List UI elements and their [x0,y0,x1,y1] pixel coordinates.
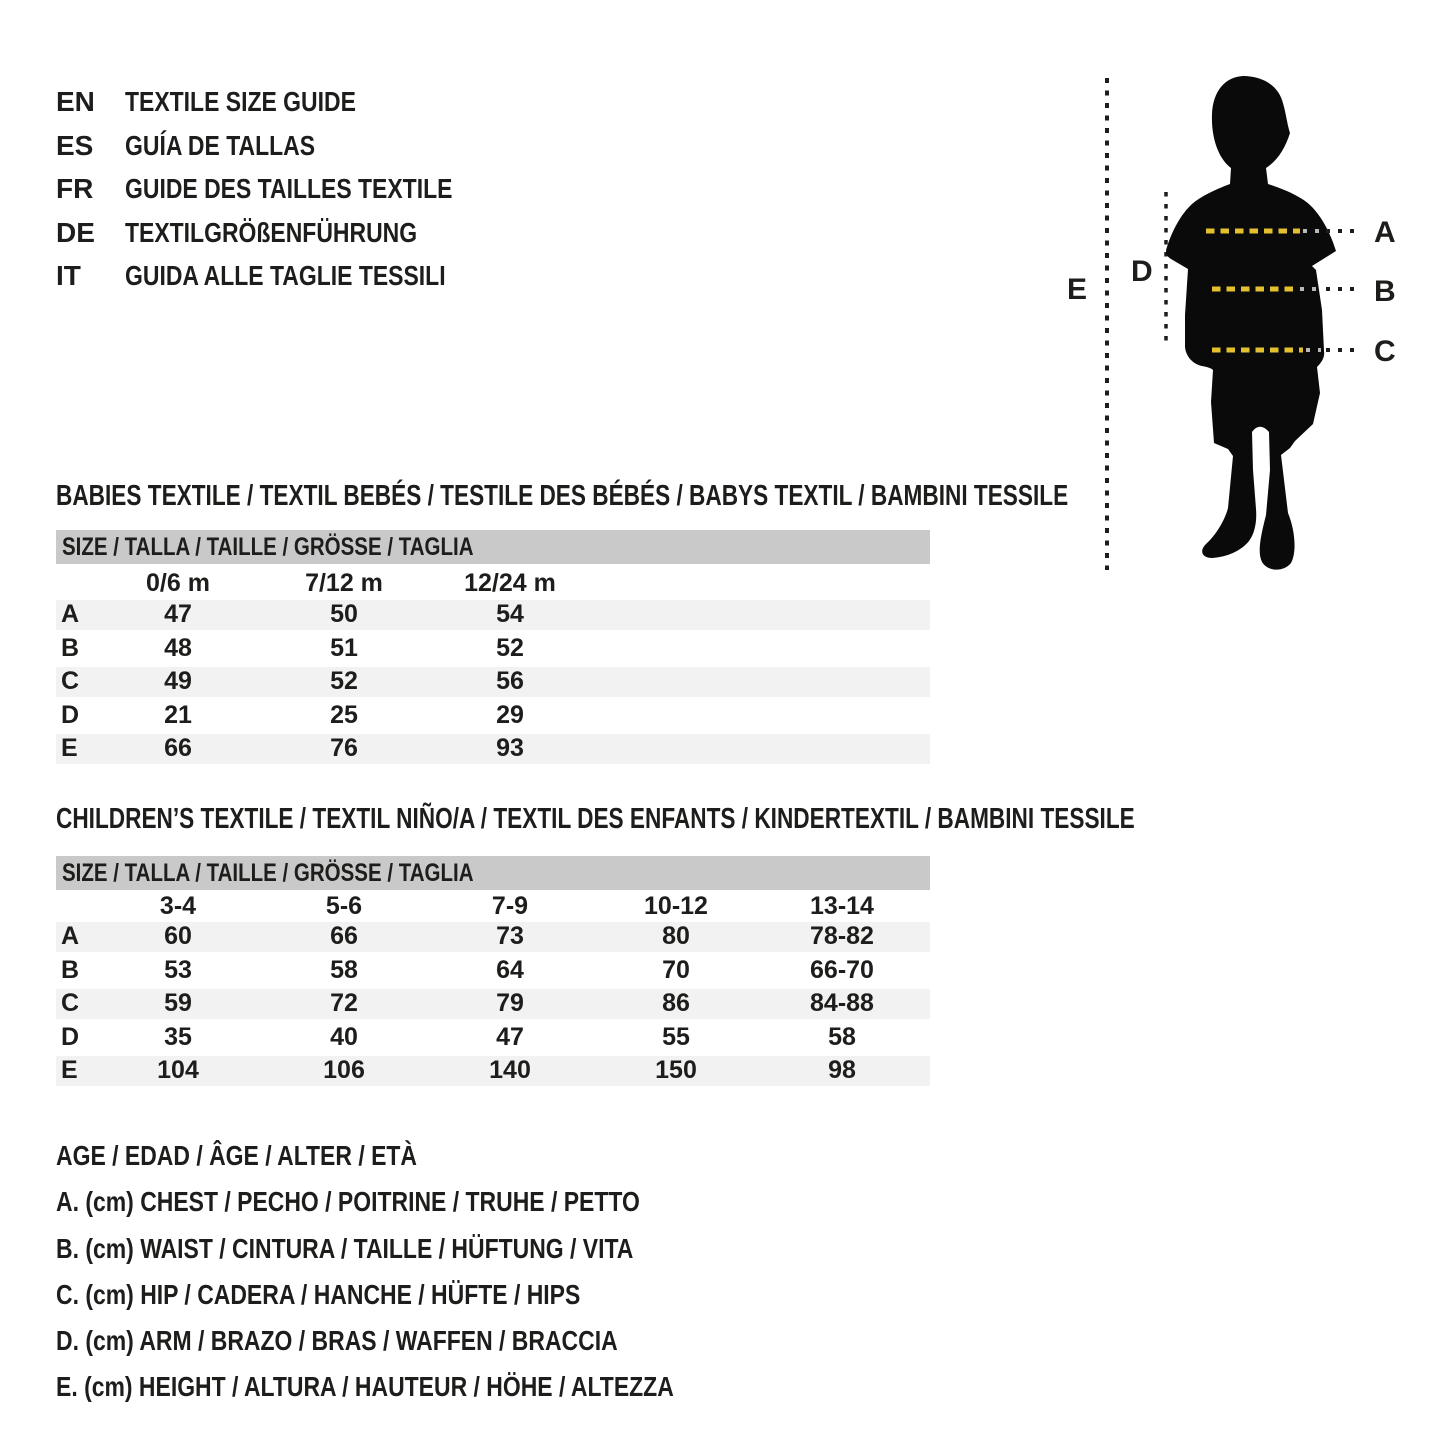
table-cell: 56 [496,667,524,696]
row-label: A [61,600,80,628]
table-cell: 79 [496,989,524,1018]
table-cell: 53 [164,955,192,984]
table-cell: 84-88 [810,989,874,1018]
table-cell: 59 [164,989,192,1018]
column-header: 0/6 m [146,569,210,597]
row-label: E [61,1056,78,1085]
row-label: D [61,700,80,729]
table-cell: 70 [662,955,690,984]
table-cell: 60 [164,922,192,950]
table-cell: 55 [662,1022,690,1051]
table-cell: 98 [828,1056,856,1085]
table-cell: 150 [655,1056,697,1085]
language-title: GUIDE DES TAILLES TEXTILE [125,173,453,204]
table-row [56,956,930,986]
language-code: FR [56,173,94,204]
babies-section-title-text: BABIES TEXTILE / TEXTIL BEBÉS / TESTILE DES BÉBÉS / BABYS TEXTIL / BAMBINI TESSILE [56,480,1069,512]
table-cell: 93 [496,734,524,763]
table-row [56,1023,930,1053]
corner-cell [56,889,95,923]
table-cell: 35 [164,1022,192,1051]
table-cell: 80 [662,922,690,950]
table-cell: 54 [496,600,524,628]
legend-line-chest: A. (cm) CHEST / PECHO / POITRINE / TRUHE / PETTO [56,1186,640,1218]
language-title: GUÍA DE TALLAS [125,129,316,161]
column-header: 13-14 [810,892,874,920]
table-row [56,734,930,764]
table-cell: 73 [496,922,524,950]
table-cell: 52 [330,667,358,696]
language-title: GUIDA ALLE TAGLIE TESSILI [125,260,446,291]
table-cell: 29 [496,700,524,729]
babies-column-headers [56,566,930,600]
corner-cell [56,566,95,600]
legend-line-hip: C. (cm) HIP / CADERA / HANCHE / HÜFTE / HIPS [56,1278,581,1310]
table-cell: 106 [323,1056,365,1085]
language-code: ES [56,129,94,161]
column-header: 7-9 [491,892,529,920]
table-cell: 48 [164,633,192,662]
row-label: B [61,633,80,662]
measure-label-b: B [1374,275,1396,308]
table-row [56,667,930,697]
legend-line-arm: D. (cm) ARM / BRAZO / BRAS / WAFFEN / BRACCIA [56,1325,618,1357]
row-label: C [61,989,80,1018]
legend-line-waist: B. (cm) WAIST / CINTURA / TAILLE / HÜFTUNG / VITA [56,1232,634,1264]
table-cell: 47 [164,600,192,628]
table-cell: 49 [164,667,192,696]
row-label: D [61,1022,80,1051]
table-row [56,922,930,952]
babies-section-title [56,480,1354,512]
language-code: EN [56,86,95,117]
column-header: 10-12 [644,892,708,920]
list-item [56,167,524,211]
children-table-body [56,922,930,1090]
table-cell: 40 [330,1022,358,1051]
measure-label-a: A [1374,216,1396,249]
babies-size-header-bar [56,530,930,564]
list-item [56,124,524,168]
language-code: IT [56,260,81,291]
children-column-headers [56,889,930,923]
measurement-figure [1040,55,1440,615]
table-cell: 51 [330,633,358,662]
table-row [56,989,930,1019]
column-header: 12/24 m [464,569,556,597]
list-item [56,80,524,124]
table-cell: 21 [164,700,192,729]
table-cell: 64 [496,955,524,984]
table-cell: 66 [330,922,358,950]
measure-label-c: C [1374,335,1396,368]
table-cell: 66 [164,734,192,763]
row-label: E [61,734,78,763]
table-row [56,1056,930,1086]
table-row [56,600,930,630]
column-header: 5-6 [325,892,363,920]
table-cell: 58 [828,1022,856,1051]
language-title: TEXTILE SIZE GUIDE [125,86,356,117]
table-cell: 140 [489,1056,531,1085]
column-header: 3-4 [159,892,197,920]
table-cell: 72 [330,989,358,1018]
language-title-list [56,80,524,298]
children-size-header-bar [56,856,930,890]
table-cell: 50 [330,600,358,628]
table-row [56,701,930,731]
children-section-title-text: CHILDREN’S TEXTILE / TEXTIL NIÑO/A / TEXTIL DES ENFANTS / KINDERTEXTIL / BAMBINI TESSILE [56,803,1135,835]
legend-line-height: E. (cm) HEIGHT / ALTURA / HAUTEUR / HÖHE / ALTEZZA [56,1371,674,1403]
table-cell: 52 [496,633,524,662]
list-item [56,211,524,255]
table-cell: 58 [330,955,358,984]
measure-label-d: D [1131,255,1153,288]
table-cell: 25 [330,700,358,729]
table-row [56,634,930,664]
measure-label-e: E [1067,273,1088,306]
table-cell: 78-82 [810,922,874,950]
column-header: 7/12 m [305,569,383,597]
language-code: DE [56,216,95,248]
babies-size-header-text: SIZE / TALLA / TAILLE / GRÖSSE / TAGLIA [62,533,474,561]
table-cell: 86 [662,989,690,1018]
row-label: B [61,955,80,984]
table-cell: 76 [330,734,358,763]
measurement-legend [56,1133,809,1411]
table-cell: 47 [496,1022,524,1051]
children-section-title [56,803,1439,835]
table-cell: 66-70 [810,955,874,984]
legend-line-age: AGE / EDAD / ÂGE / ALTER / ETÀ [56,1140,418,1171]
babies-table-body [56,600,930,768]
children-size-header-text: SIZE / TALLA / TAILLE / GRÖSSE / TAGLIA [62,859,474,887]
list-item [56,254,524,298]
language-title: TEXTILGRÖßENFÜHRUNG [125,216,418,248]
row-label: A [61,922,80,950]
table-cell: 104 [157,1056,199,1085]
row-label: C [61,667,80,696]
